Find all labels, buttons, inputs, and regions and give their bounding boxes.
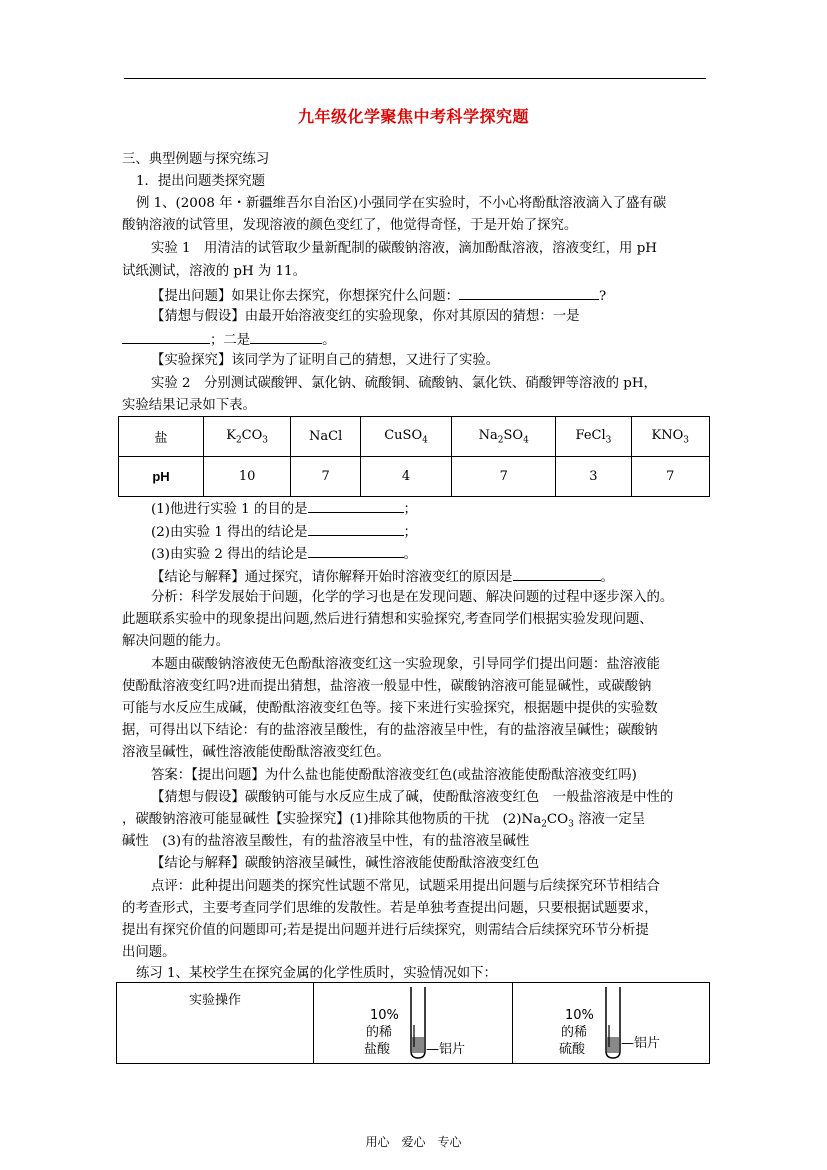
answer-blank[interactable] — [250, 329, 322, 344]
sub-question-label: (2)由实验 1 得出的结论是 — [151, 525, 308, 540]
semicolon: ； — [403, 525, 417, 540]
answer-blank[interactable] — [308, 498, 404, 513]
comment-line-1: 点评：此种提出问题类的探究性试题不常见，试题采用提出问题与后续探究环节相结合 — [151, 879, 660, 894]
answer-blank[interactable] — [308, 521, 404, 536]
experiment-line: 【实验探究】该同学为了证明自己的猜想，又进行了实验。 — [151, 353, 500, 368]
example-line-2: 酸钠溶液的试管里，发现溶液的颜色变红了，他觉得奇怪，于是开始了探究。 — [122, 218, 578, 233]
sub-question-label: (3)由实验 2 得出的结论是 — [151, 547, 308, 562]
hypothesis-line: 【猜想与假设】由最开始溶液变红的实验现象，你对其原因的猜想：一是 — [151, 309, 580, 324]
hypothesis-second-label: ；二是 — [210, 333, 251, 348]
tube2-label-2: 的稀 — [561, 1025, 588, 1040]
answer-blank[interactable] — [308, 543, 404, 558]
ph-value: 7 — [452, 457, 556, 497]
sub-question-3 — [151, 543, 417, 565]
salt-cell: $Na_2SO_4$ — [452, 417, 556, 457]
example-line-3: 实验 1 用清洁的试管取少量新配制的碳酸钠溶液，滴加酚酞溶液，溶液变红，用 pH — [151, 241, 657, 256]
conclusion-label: 【结论与解释】通过探究，请你解释开始时溶液变红的原因是 — [151, 570, 513, 585]
analysis-line-6: 可能与水反应生成碱，使酚酞溶液变红色等。接下来进行实验探究，根据题中提供的实验数 — [122, 701, 658, 716]
subsection-heading: 1．提出问题类探究题 — [136, 174, 266, 189]
answer-text: CO — [546, 812, 569, 827]
experiment2-line-2: 实验结果记录如下表。 — [122, 398, 256, 413]
page-footer: 用心 爱心 专心 — [365, 1135, 462, 1149]
semicolon: ； — [403, 502, 417, 517]
test-tube-icon — [408, 985, 428, 1061]
analysis-line-4: 本题由碳酸钠溶液使无色酚酞溶液变红这一实验现象，引导同学们提出问题：盐溶液能 — [151, 657, 660, 672]
answer-line-1: 答案：【提出问题】为什么盐也能使酚酞溶液变红色(或盐溶液能使酚酞溶液变红吗) — [151, 768, 637, 783]
exercise-heading: 练习 1、某校学生在探究金属的化学性质时，实验情况如下： — [136, 966, 497, 981]
tube2-percent: 10% — [565, 1008, 594, 1023]
table-row — [119, 417, 710, 457]
analysis-line-5: 使酚酞溶液变红吗?进而提出猜想，盐溶液一般显中性，碳酸钠溶液可能显碱性，或碳酸钠 — [122, 679, 652, 694]
example-line-1: 例 1、(2008 年・新疆维吾尔自治区)小强同学在实验时，不小心将酚酞溶液滴入了盛有碳 — [136, 196, 667, 211]
experiment2-line: 实验 2 分别测试碳酸钾、氯化钠、硫酸铜、硫酸钠、氯化铁、硝酸钾等溶液的 pH， — [151, 376, 657, 391]
subscript: 3 — [568, 819, 574, 830]
analysis-line-1: 分析：科学发展始于问题，化学的学习也是在发现问题、解决问题的过程中逐步深入的。 — [151, 590, 674, 605]
ph-value: 10 — [204, 457, 291, 497]
table-row — [119, 457, 710, 497]
answer-line-4: 碱性 (3)有的盐溶液呈酸性，有的盐溶液呈中性，有的盐溶液呈碱性 — [122, 834, 530, 849]
period: 。 — [403, 547, 417, 562]
ph-table — [118, 416, 710, 497]
operation-label: 实验操作 — [117, 983, 314, 1064]
answer-line-2: 【猜想与假设】碳酸钠可能与水反应生成了碱，使酚酞溶液变红色 一般盐溶液是中性的 — [151, 790, 674, 805]
tube1-label-3: 盐酸 — [364, 1042, 391, 1057]
tube-cell-2 — [513, 983, 710, 1064]
tube1-label-2: 的稀 — [366, 1025, 393, 1040]
analysis-line-7: 据，可得出以下结论：有的盐溶液呈酸性，有的盐溶液呈中性，有的盐溶液呈碱性；碳酸钠 — [122, 723, 658, 738]
sub-question-1 — [151, 498, 417, 520]
answer-line-3 — [122, 810, 645, 835]
sub-question-label: (1)他进行实验 1 的目的是 — [151, 502, 308, 517]
question-prompt: 【提出问题】如果让你去探究，你想探究什么问题： — [151, 289, 459, 304]
ph-value: 4 — [361, 457, 452, 497]
ph-value: 7 — [291, 457, 361, 497]
subscript: 2 — [541, 819, 547, 830]
tube-cell-1 — [314, 983, 513, 1064]
section-heading: 三、典型例题与探究练习 — [122, 152, 270, 167]
hypothesis-blanks — [122, 329, 336, 351]
comment-line-2: 的考查形式，主要考查同学们思维的发散性。若是单独考查提出问题，只要根据试题要求， — [122, 901, 658, 916]
conclusion-question — [151, 566, 614, 588]
salt-cell: NaCl — [291, 417, 361, 457]
period: 。 — [322, 333, 336, 348]
salt-cell: CuSO$_4$ — [361, 417, 452, 457]
answer-blank[interactable] — [122, 329, 210, 344]
ph-header: pH — [119, 457, 204, 497]
tube1-percent: 10% — [370, 1008, 399, 1023]
answer-text: 溶液一定呈 — [573, 812, 646, 827]
table-row — [117, 983, 710, 1064]
ph-value: 3 — [556, 457, 631, 497]
analysis-line-8: 溶液呈碱性，碱性溶液能使酚酞溶液变红色。 — [122, 745, 390, 760]
example-line-4: 试纸测试，溶液的 pH 为 11。 — [122, 264, 306, 279]
comment-line-4: 出问题。 — [122, 945, 176, 960]
tube1-pointer: —铝片 — [426, 1042, 466, 1057]
salt-cell: $K_2CO_3$ — [204, 417, 291, 457]
header-rule — [124, 78, 706, 79]
answer-text: ，碳酸钠溶液可能显碱性【实验探究】(1)排除其他物质的干扰 (2)Na — [122, 812, 542, 827]
ph-value: 7 — [631, 457, 710, 497]
question-line — [151, 285, 606, 307]
answer-line-5: 【结论与解释】碳酸钠溶液呈碱性，碱性溶液能使酚酞溶液变红色 — [151, 856, 540, 871]
question-mark: ? — [598, 289, 607, 304]
page-title: 九年级化学聚焦中考科学探究题 — [297, 107, 529, 126]
salt-cell: FeCl$_3$ — [556, 417, 631, 457]
period: 。 — [600, 570, 614, 585]
test-tube-icon — [603, 985, 623, 1061]
sub-question-2 — [151, 521, 417, 543]
tube2-label-3: 硫酸 — [559, 1042, 586, 1057]
analysis-line-2: 此题联系实验中的现象提出问题,然后进行猜想和实验探究,考查同学们根据实验发现问题、 — [122, 612, 653, 627]
comment-line-3: 提出有探究价值的问题即可;若是提出问题并进行后续探究，则需结合后续探究环节分析提 — [122, 923, 649, 938]
answer-blank[interactable] — [513, 566, 601, 581]
salt-header: 盐 — [119, 417, 204, 457]
experiment-table — [116, 982, 710, 1064]
tube2-pointer: —铝片 — [621, 1036, 661, 1051]
salt-cell: $KNO_3$ — [631, 417, 710, 457]
answer-blank[interactable] — [459, 285, 599, 300]
analysis-line-3: 解决问题的能力。 — [122, 634, 230, 649]
